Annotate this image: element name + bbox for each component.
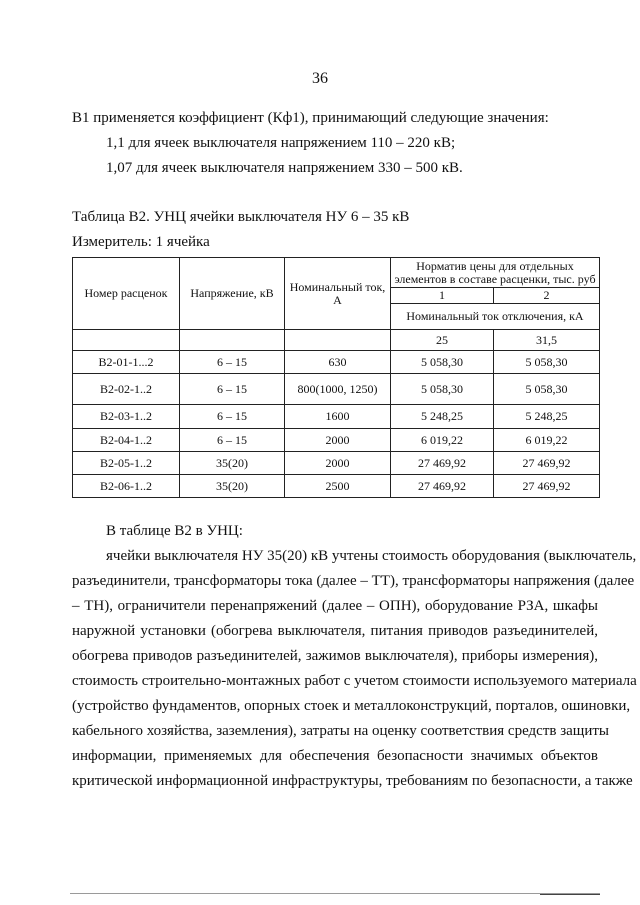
cell-value-1: 5 058,30 [391, 351, 494, 374]
cell-value-1: 6 019,22 [391, 429, 494, 452]
cell-value-1: 27 469,92 [391, 452, 494, 475]
header-code: Номер расценок [73, 258, 180, 330]
body-line-9: информации, применяемых для обеспечения безопасности значимых объектов [72, 748, 598, 764]
cell-current: 2000 [285, 452, 391, 475]
cell-value-2: 5 058,30 [494, 351, 600, 374]
header-voltage: Напряжение, кВ [180, 258, 285, 330]
cell-code: В2-06-1..2 [73, 475, 180, 498]
cell-value-2: 27 469,92 [494, 452, 600, 475]
body-line-10: критической информационной инфраструктуры, требованиям по безопасности, а также [72, 773, 633, 789]
spacer-cell [285, 330, 391, 351]
cell-current: 630 [285, 351, 391, 374]
spacer-cell [73, 330, 180, 351]
cell-value-2: 5 058,30 [494, 374, 600, 405]
cell-code: В2-02-1..2 [73, 374, 180, 405]
footer-rule [70, 893, 600, 894]
body-line-1: ячейки выключателя НУ 35(20) кВ учтены стоимость оборудования (выключатель, [106, 548, 637, 564]
cell-current: 1600 [285, 405, 391, 429]
table-row [73, 429, 600, 452]
body-line-4: наружной установки (обогрева выключателя, питания приводов разъединителей, [72, 623, 598, 639]
cell-value-2: 6 019,22 [494, 429, 600, 452]
table-row [73, 351, 600, 374]
cell-code: В2-05-1..2 [73, 452, 180, 475]
table-row [73, 405, 600, 429]
cell-current: 800(1000, 1250) [285, 374, 391, 405]
header-bc-1: 25 [391, 330, 494, 351]
cell-voltage: 6 – 15 [180, 405, 285, 429]
cell-voltage: 6 – 15 [180, 374, 285, 405]
page-number: 36 [312, 70, 328, 87]
header-current: Номинальный ток, А [285, 258, 391, 330]
cell-code: В2-01-1...2 [73, 351, 180, 374]
header-norm-group: Норматив цены для отдельных элементов в составе расценки, тыс. руб [391, 258, 600, 288]
header-breaking-current: Номинальный ток отключения, кА [391, 304, 600, 330]
cell-voltage: 35(20) [180, 475, 285, 498]
table-row [73, 475, 600, 498]
cell-value-2: 5 248,25 [494, 405, 600, 429]
header-col-1: 1 [391, 288, 494, 304]
intro-line-3: 1,07 для ячеек выключателя напряжением 330 – 500 кВ. [106, 160, 463, 176]
table-title: Таблица В2. УНЦ ячейки выключателя НУ 6 – 35 кВ [72, 209, 410, 225]
cell-value-1: 5 248,25 [391, 405, 494, 429]
price-table [72, 257, 600, 498]
cell-voltage: 35(20) [180, 452, 285, 475]
cell-code: В2-03-1..2 [73, 405, 180, 429]
body-line-8: кабельного хозяйства, заземления), затраты на оценку соответствия средств защиты [72, 723, 610, 739]
spacer-cell [180, 330, 285, 351]
body-heading: В таблице В2 в УНЦ: [106, 523, 243, 539]
cell-current: 2500 [285, 475, 391, 498]
body-line-6: стоимость строительно-монтажных работ с учетом стоимости используемого материала [72, 673, 637, 689]
cell-voltage: 6 – 15 [180, 429, 285, 452]
table-row [73, 452, 600, 475]
body-line-7: (устройство фундаментов, опорных стоек и металлоконструкций, порталов, ошиновки, [72, 698, 631, 714]
table-unit: Измеритель: 1 ячейка [72, 234, 210, 250]
header-col-2: 2 [494, 288, 600, 304]
body-line-2: разъединители, трансформаторы тока (далее – ТТ), трансформаторы напряжения (далее [72, 573, 635, 589]
body-line-5: обогрева приводов разъединителей, зажимов выключателя), приборы измерения), [72, 648, 598, 664]
header-bc-2: 31,5 [494, 330, 600, 351]
footer-rule-dark [540, 894, 600, 895]
table-row [73, 374, 600, 405]
cell-code: В2-04-1..2 [73, 429, 180, 452]
intro-line-2: 1,1 для ячеек выключателя напряжением 110 – 220 кВ; [106, 135, 456, 151]
cell-value-1: 27 469,92 [391, 475, 494, 498]
cell-voltage: 6 – 15 [180, 351, 285, 374]
cell-value-1: 5 058,30 [391, 374, 494, 405]
intro-line-1: В1 применяется коэффициент (Кф1), принимающий следующие значения: [72, 110, 549, 126]
body-line-3: – ТН), ограничители перенапряжений (далее – ОПН), оборудование РЗА, шкафы [72, 598, 598, 614]
cell-value-2: 27 469,92 [494, 475, 600, 498]
cell-current: 2000 [285, 429, 391, 452]
